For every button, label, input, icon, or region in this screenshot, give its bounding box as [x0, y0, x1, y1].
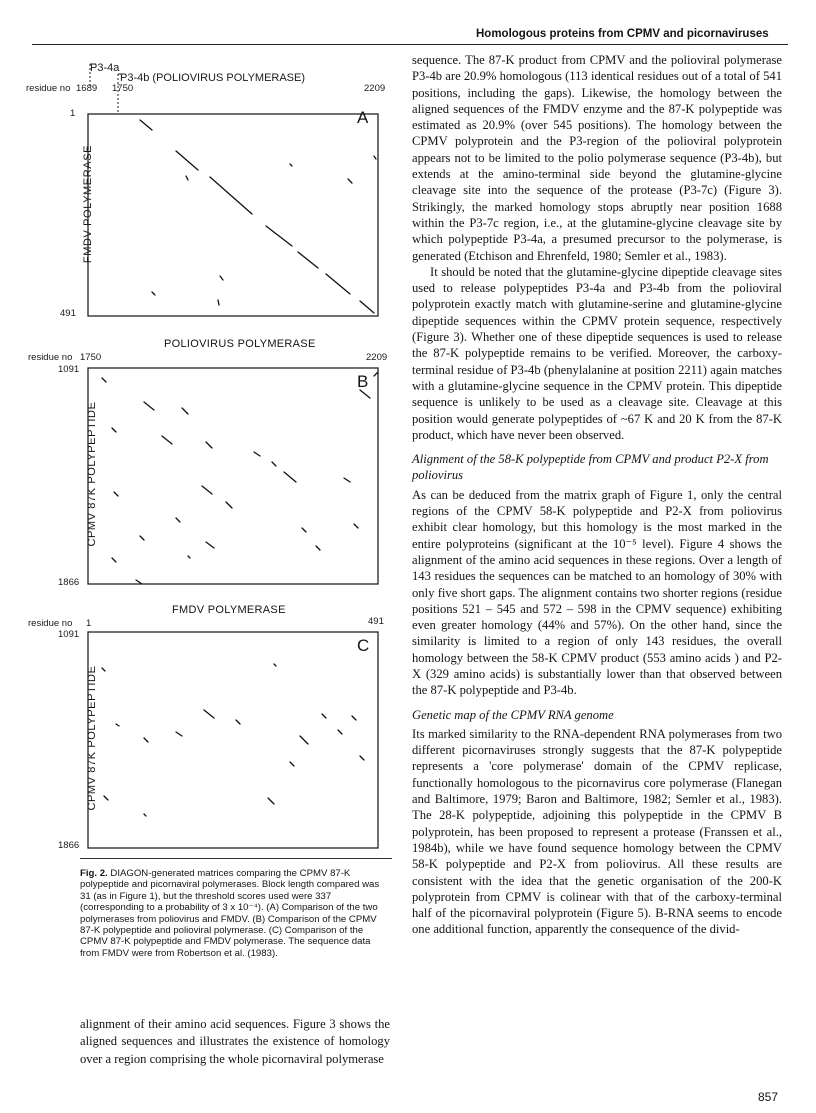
y-start-label: 1091 — [58, 364, 80, 375]
plot-frame — [88, 368, 378, 584]
header-rule — [32, 44, 788, 45]
section-heading: Alignment of the 58-K polypeptide from CPMV and product P2-X from poliovirus — [412, 452, 769, 483]
dot-matrix-plot — [88, 632, 380, 852]
body-paragraph: As can be deduced from the matrix graph of Figure 1, only the central regions of the CPMV 58-K polypeptide and P2-X from poliovirus exhibit clear homology, but this homology is the most marked in the entire polyproteins (significant at the 10⁻⁵ level). Figure 4 shows the alignment of the amino acid sequences in these regions. Over a length of 143 residues the sequences can be matched to an homology of 30% with only five short gaps. The alignment contains two shorter regions (residue positions 521 – 545 and 572 – 598 in the CPMV sequence) exhibiting even greater homology (44% and 57%). On the other hand, since the similarity is limited to a region of only 143 residues, the overall homology between the 58-K CPMV product (553 amino acids ) and P2-X (329 amino acids) is substantially lower than that observed between the 87-K polypeptide and P3-4b. — [412, 487, 782, 698]
caption-label: Fig. 2. — [80, 868, 108, 879]
plot-frame — [88, 114, 378, 316]
x-end-label: 491 — [368, 616, 384, 627]
residue-no-label: residue no — [28, 352, 73, 363]
body-paragraph: sequence. The 87-K product from CPMV and the polioviral polymerase P3-4b are 20.9% homologous (113 identical residues out of a total of 541 positions, including the gaps). Likewise, the homology between the aligned sequences of the FMDV enzyme and the 87-K polypeptide was estimated as 20.9% (over 545 positions). The homology between the CPMV polyprotein and the P3-region of the polioviral polyprotein appears not to be limited to the polio polymerase sequence (P3-4b), but extends at the amino-terminal side beyond the glutamine-glycine cleavage site into the sequence of the protease (P3-7c) (Figure 3). Strikingly, the marked homology stops abruptly near position 1688 within the P3-7c region, i.e., at the glutamine-glycine cleavage site by which polypeptide P3-4a, a presumed precursor to the polymerase, is generated (Etchison and Ehrenfeld, 1980; Semler et al., 1983). — [412, 53, 782, 263]
y-axis-title: CPMV 87K POLYPEPTIDE — [86, 665, 98, 811]
x-start-label: 1 — [86, 618, 92, 629]
x-end-label: 2209 — [366, 352, 388, 363]
caption-rule — [80, 858, 392, 859]
running-head: Homologous proteins from CPMV and picornaviruses — [476, 28, 769, 40]
x-start-label: 1750 — [80, 352, 102, 363]
section-heading: Genetic map of the CPMV RNA genome — [412, 707, 614, 722]
y-start-label: 1091 — [58, 629, 80, 640]
plot-frame — [88, 632, 378, 848]
panel-letter: B — [357, 372, 369, 391]
body-paragraph: It should be noted that the glutamine-glycine dipeptide cleavage sites used to release polypeptides P3-4a and P3-4b from the polioviral polyprotein exactly match with glutamine-serine and glutamine-glycine dipeptide sequences within the CPMV protein sequence, respectively (Figure 3). Whether one of these dipeptide sequences is used to release the 87-K polypeptide remains to be verified. Moreover, the carboxy-terminal residue of P3-4b (phenylalanine at position 2211) again matches with a glutamine-glycine sequence in the CPMV protein. This dipeptide sequence is unlikely to be used as a cleavage site. Cleavage at this position would generate polypeptides of ~67 K and 20 K from the 87-K product, which have never been observed. — [412, 264, 782, 442]
dot-matrix-plot — [88, 368, 380, 588]
p3-4b-label: P3-4b (POLIOVIRUS POLYMERASE) — [120, 72, 306, 84]
figure-caption — [80, 868, 392, 959]
caption-text: DIAGON-generated matrices comparing the CPMV 87-K polypeptide and picornaviral polymerases. Block length compared was 31 (as in Figure 1), but the threshold scores used were 337 (corresponding to a probability of 3 x 10⁻⁴). (A) Comparison of the two polymerases from poliovirus and FMDV. (B) Comparison of the CPMV 87-K polypeptide and polioviral polymerase. (C) Comparison of the CPMV 87-K polypeptide and FMDV polymerase. The sequence data from FMDV were from Robertson et al. (1983). — [80, 868, 380, 959]
dot-matrix-plot — [80, 56, 380, 318]
y-axis-title: CPMV 87K POLYPEPTIDE — [86, 401, 98, 547]
panel-letter: C — [357, 636, 370, 655]
residue-no-label: residue no — [28, 618, 73, 629]
page-number: 857 — [758, 1090, 779, 1104]
y-axis-title: FMDV POLYMERASE — [82, 144, 94, 264]
x-end-label: 2209 — [364, 83, 386, 94]
residue-no-label: residue no — [26, 83, 71, 94]
y-end-label: 1866 — [58, 577, 80, 588]
panel-title: FMDV POLYMERASE — [172, 604, 286, 616]
y-end-label: 491 — [60, 308, 76, 319]
y-end-label: 1866 — [58, 840, 80, 851]
y-start-label: 1 — [70, 108, 76, 119]
p3-4a-label: P3-4a — [90, 62, 120, 74]
body-paragraph: alignment of their amino acid sequences. Figure 3 shows the aligned sequences and illustrates the existence of homology over a region comprising the whole picornaviral polymerase — [80, 1017, 390, 1066]
right-column — [412, 52, 782, 938]
x-start-label: 1689 — [76, 83, 98, 94]
panel-title: POLIOVIRUS POLYMERASE — [164, 338, 316, 350]
x-start-label: 1750 — [112, 83, 134, 94]
body-paragraph: Its marked similarity to the RNA-dependent RNA polymerases from two different picornaviruses strongly suggests that the 87-K polypeptide represents a 'core polymerase' domain of the CPMV replicase, functionally homologous to the picornavirus core polymerase (Flanegan and Baltimore, 1979; Baron and Baltimore, 1982; Semler et al., 1983). The 28-K polypeptide, adjoining this polypeptide in the CPMV B polyprotein, has been proposed to represent a protease (Franssen et al., 1984b), while we have found sequence homology between the CPMV 58-K polypeptide and P2-X from poliovirus. All these results are consistent with the idea that the genetic organisation of the 200-K polyprotein from CPMV is colinear with that of the carboxy-terminal half of the picornaviral polyprotein (Figure 5). B-RNA seems to encode one additional function, apparently the consequence of the divid- — [412, 726, 782, 937]
panel-letter: A — [357, 108, 369, 127]
